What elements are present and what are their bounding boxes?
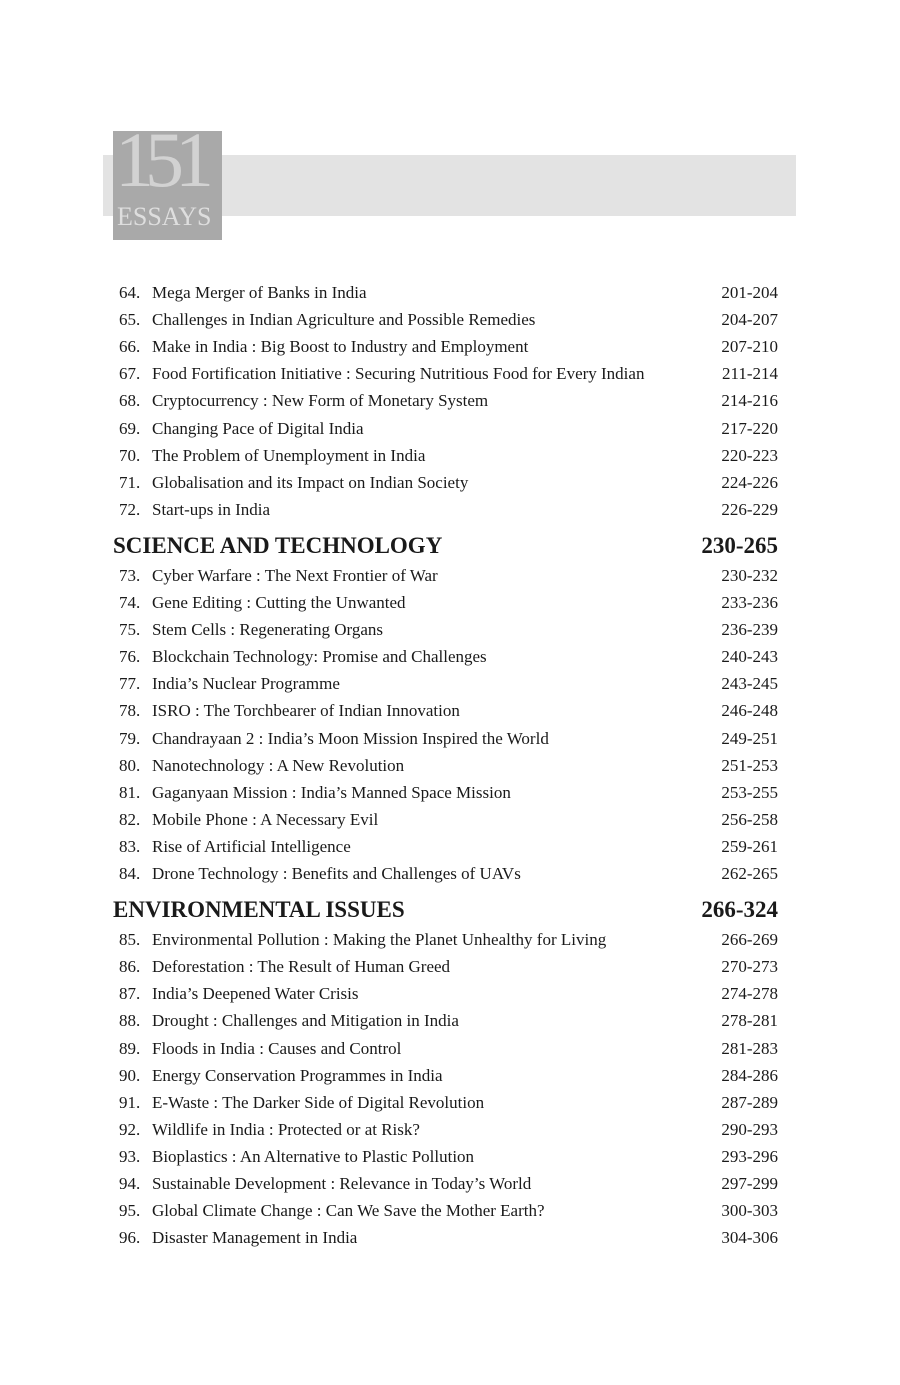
entry-number: 65. (119, 310, 141, 330)
entry-title: Energy Conservation Programmes in India (152, 1065, 443, 1085)
toc-entry (0, 562, 900, 589)
entry-pages: 270-273 (721, 957, 778, 977)
entry-pages: 201-204 (721, 283, 778, 302)
entry-pages: 262-265 (721, 864, 778, 883)
entry-title: Drought : Challenges and Mitigation in India (152, 1011, 459, 1031)
toc-entry (0, 1116, 900, 1143)
entry-number: 84. (119, 864, 141, 883)
entry-number: 82. (119, 809, 141, 829)
section-heading (0, 893, 900, 927)
entry-number: 96. (119, 1228, 141, 1248)
entry-pages: 290-293 (721, 1119, 778, 1139)
entry-number: 81. (119, 782, 141, 802)
entry-pages: 214-216 (721, 391, 778, 411)
entry-title: Stem Cells : Regenerating Organs (152, 620, 384, 640)
toc-entry (0, 306, 900, 333)
toc-entry (0, 953, 900, 980)
toc-entry (0, 1197, 900, 1224)
entry-title: Start-ups in India (152, 499, 271, 519)
entry-title: Mega Merger of Banks in India (152, 283, 367, 302)
entry-number: 74. (119, 593, 141, 612)
logo-word: ESSAYS (117, 202, 212, 231)
entry-title: E-Waste : The Darker Side of Digital Revolution (152, 1092, 485, 1112)
toc-entry (0, 279, 900, 306)
entry-pages: 217-220 (721, 418, 778, 438)
entry-title: Environmental Pollution : Making the Planet Unhealthy for Living (152, 930, 607, 950)
entry-pages: 274-278 (721, 984, 778, 1004)
section-pages: 230-265 (701, 532, 778, 558)
toc-entry (0, 387, 900, 414)
section-pages: 266-324 (701, 897, 778, 923)
entry-pages: 240-243 (721, 647, 778, 667)
toc-entry (0, 697, 900, 724)
entry-number: 78. (119, 701, 141, 721)
entry-title: India’s Nuclear Programme (152, 674, 340, 694)
toc-entry (0, 806, 900, 833)
entry-title: Cyber Warfare : The Next Frontier of War (152, 565, 438, 585)
entry-title: Sustainable Development : Relevance in Today’s World (152, 1174, 532, 1193)
entry-number: 64. (119, 283, 141, 302)
entry-number: 67. (119, 364, 141, 384)
entry-title: Disaster Management in India (152, 1228, 358, 1248)
entry-number: 80. (119, 755, 141, 775)
entry-pages: 249-251 (721, 728, 778, 748)
entry-number: 89. (119, 1038, 141, 1058)
entry-pages: 297-299 (721, 1174, 778, 1193)
toc-entry (0, 833, 900, 860)
toc-entry (0, 1062, 900, 1089)
toc-entry (0, 1170, 900, 1197)
entry-number: 87. (119, 984, 141, 1004)
entry-number: 94. (119, 1174, 141, 1193)
entry-title: Chandrayaan 2 : India’s Moon Mission Inspired the World (152, 728, 549, 748)
toc-entry (0, 779, 900, 806)
entry-title: Globalisation and its Impact on Indian Society (152, 472, 469, 492)
entry-pages: 266-269 (721, 930, 778, 950)
entry-number: 90. (119, 1065, 141, 1085)
entry-title: Challenges in Indian Agriculture and Possible Remedies (152, 310, 536, 330)
entry-pages: 281-283 (721, 1038, 778, 1058)
logo-number: 151 (115, 131, 205, 203)
toc-entry (0, 752, 900, 779)
entry-pages: 256-258 (721, 809, 778, 829)
entry-pages: 220-223 (721, 445, 778, 465)
entry-number: 92. (119, 1119, 141, 1139)
entry-title: Drone Technology : Benefits and Challenges of UAVs (152, 864, 521, 883)
entry-title: Wildlife in India : Protected or at Risk? (152, 1119, 420, 1139)
entry-number: 86. (119, 957, 141, 977)
toc-entry (0, 1224, 900, 1251)
entry-title: Mobile Phone : A Necessary Evil (152, 809, 379, 829)
toc-entry (0, 670, 900, 697)
entry-title: Cryptocurrency : New Form of Monetary System (152, 391, 489, 411)
entry-pages: 300-303 (721, 1201, 778, 1221)
entry-number: 85. (119, 930, 141, 950)
entry-title: Floods in India : Causes and Control (152, 1038, 402, 1058)
entry-pages: 287-289 (721, 1092, 778, 1112)
entry-pages: 293-296 (721, 1146, 778, 1166)
entry-number: 93. (119, 1146, 141, 1166)
entry-number: 75. (119, 620, 141, 640)
toc-entry (0, 360, 900, 387)
toc-entry (0, 1089, 900, 1116)
entry-pages: 204-207 (721, 310, 778, 330)
entry-pages: 304-306 (721, 1228, 778, 1248)
entry-title: Food Fortification Initiative : Securing Nutritious Food for Every Indian (152, 364, 645, 384)
toc-entry (0, 415, 900, 442)
entry-number: 70. (119, 445, 141, 465)
toc-entry (0, 496, 900, 523)
entry-pages: 236-239 (721, 620, 778, 640)
entry-pages: 211-214 (721, 364, 778, 384)
book-logo (113, 131, 222, 240)
toc-entry (0, 469, 900, 496)
entry-title: Make in India : Big Boost to Industry and Employment (152, 337, 529, 357)
entry-number: 83. (119, 836, 141, 856)
entry-pages: 284-286 (721, 1065, 778, 1085)
entry-number: 69. (119, 418, 141, 438)
entry-number: 88. (119, 1011, 141, 1031)
toc-entry (0, 1007, 900, 1034)
section-heading (0, 529, 900, 563)
toc-entry (0, 860, 900, 887)
entry-title: Blockchain Technology: Promise and Challenges (152, 647, 487, 667)
toc-entry (0, 1143, 900, 1170)
entry-number: 66. (119, 337, 141, 357)
toc-entry (0, 616, 900, 643)
entry-number: 68. (119, 391, 141, 411)
entry-title: Nanotechnology : A New Revolution (152, 755, 405, 775)
entry-pages: 226-229 (721, 499, 778, 519)
toc-entry (0, 643, 900, 670)
entry-pages: 207-210 (721, 337, 778, 357)
entry-pages: 246-248 (721, 701, 778, 721)
toc-entry (0, 1035, 900, 1062)
entry-title: Deforestation : The Result of Human Greed (152, 957, 451, 977)
section-title: ENVIRONMENTAL ISSUES (113, 897, 405, 923)
entry-pages: 243-245 (721, 674, 778, 694)
entry-pages: 251-253 (721, 755, 778, 775)
entry-number: 91. (119, 1092, 141, 1112)
entry-pages: 224-226 (721, 472, 778, 492)
entry-pages: 253-255 (721, 782, 778, 802)
toc-entry (0, 333, 900, 360)
entry-pages: 233-236 (721, 593, 778, 612)
entry-pages: 230-232 (721, 565, 778, 585)
toc-entry (0, 725, 900, 752)
entry-number: 77. (119, 674, 141, 694)
toc-entry (0, 589, 900, 616)
section-title: SCIENCE AND TECHNOLOGY (113, 532, 443, 558)
toc-entry (0, 980, 900, 1007)
entry-title: Bioplastics : An Alternative to Plastic Pollution (152, 1146, 475, 1166)
entry-title: ISRO : The Torchbearer of Indian Innovation (152, 701, 460, 721)
entry-title: India’s Deepened Water Crisis (152, 984, 359, 1004)
entry-title: The Problem of Unemployment in India (152, 445, 426, 465)
entry-number: 72. (119, 499, 141, 519)
entry-title: Global Climate Change : Can We Save the Mother Earth? (152, 1201, 545, 1221)
entry-number: 79. (119, 728, 141, 748)
entry-number: 71. (119, 472, 141, 492)
entry-number: 73. (119, 565, 141, 585)
entry-number: 95. (119, 1201, 141, 1221)
entry-pages: 278-281 (721, 1011, 778, 1031)
entry-number: 76. (119, 647, 141, 667)
entry-title: Changing Pace of Digital India (152, 418, 364, 438)
toc-entry (0, 442, 900, 469)
toc-entry (0, 926, 900, 953)
entry-title: Gaganyaan Mission : India’s Manned Space Mission (152, 782, 511, 802)
entry-pages: 259-261 (721, 836, 778, 856)
entry-title: Gene Editing : Cutting the Unwanted (152, 593, 406, 612)
entry-title: Rise of Artificial Intelligence (152, 836, 351, 856)
